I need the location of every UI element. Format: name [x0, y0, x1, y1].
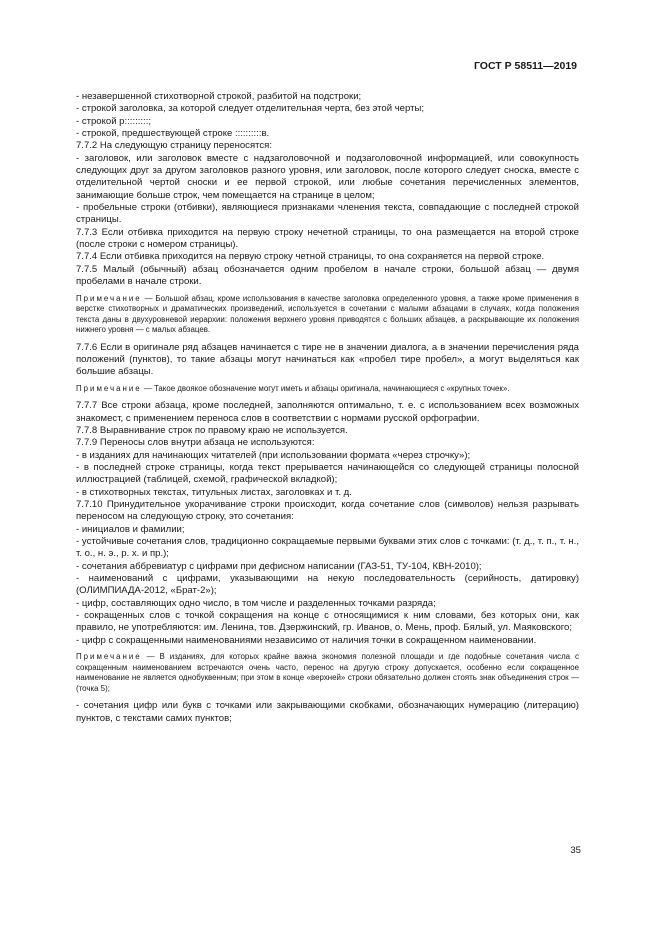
note-text: — В изданиях, для которых крайне важна экономия полезной площади и где подобные сочетания числа с сокращенным наименованием встречаются очень часто, перенос на другую строку допускается, особенно если сокращенное наименование не является однобуквенным; при этом в конце «верхней» строки обязательно должен стоять знак объединения строк — (точка 5);	[76, 652, 579, 693]
clause-7-7-4: 7.7.4 Если отбивка приходится на первую строку четной страницы, то она сохраняется на первой строке.	[76, 251, 545, 263]
list-item: - заголовок, или заголовок вместе с надзаголовочной и подзаголовочной информацией, или совокупность следующих друг за другом заголовков разного уровня, или заголовок, после которого следует сноска, вместе с отделительной чертой сноски и ее первой строкой, или любые сочетания перечисленных элементов, занимающие больше строк, чем помещается на странице в целом;	[76, 152, 579, 201]
note-3	[76, 652, 579, 694]
document-header: ГОСТ Р 58511—2019	[473, 60, 577, 72]
note-label: Примечание	[76, 383, 142, 393]
list-item: - цифр, составляющих одно число, в том числе и разделенных точками разряда;	[76, 597, 436, 609]
list-item: - строкой, предшествующей строке ::::::::::в.	[76, 128, 270, 140]
list-item: - незавершенной стихотворной строкой, разбитой на подстроки;	[76, 91, 362, 102]
list-item: - устойчивые сочетания слов, традиционно сокращаемые первыми буквами этих слов с точками: (т. д., т. п., т. н., т. о., н. э., р. х. и пр.);	[76, 536, 579, 560]
note-text: — Такое двоякое обозначение могут иметь и абзацы оригинала, начинающиеся с «крупных точек».	[141, 383, 510, 393]
clause-7-7-3: 7.7.3 Если отбивка приходится на первую строку нечетной страницы, то она размещается на второй строке (после строки с номером страницы).	[76, 226, 579, 251]
note-label: Примечание	[76, 652, 142, 662]
list-item: - пробельные строки (отбивки), являющиеся признаками членения текста, совпадающие с последней строкой страницы.	[76, 202, 579, 226]
list-item: - сочетания цифр или букв с точками или закрывающими скобками, обозначающих нумерацию (литерацию) пунктов, с текстами самих пунктов;	[76, 700, 579, 724]
clause-7-7-7: 7.7.7 Все строки абзаца, кроме последней, заполняются оптимально, т. е. с использованием всех возможных знакомест, с применением переноса слов в соответствии с нормами русской орфографии.	[76, 400, 579, 424]
list-item: - инициалов и фамилии;	[76, 523, 185, 535]
note-2	[76, 384, 579, 395]
clause-7-7-5: 7.7.5 Малый (обычный) абзац обозначается одним пробелом в начале строки, большой абзац — двумя пробелами в начале строки.	[76, 263, 579, 288]
list-item: - сокращенных слов с точкой сокращения на конце с относящимися к ним словами, без которых они, как правило, не употребляются: им. Ленина, тов. Дзержинский, гр. Иванов, о. Мень, проф. Бялый, ул. Маяковского;	[76, 610, 579, 634]
clause-7-7-6: 7.7.6 Если в оригинале ряд абзацев начинается с тире не в значении диалога, а в значении перечисления ряда положений (пунктов), то такие абзацы могут начинаться как «пробел тире пробел», а могут выделяться как большие абзацы.	[76, 341, 579, 378]
list-item: - в изданиях для начинающих читателей (при использовании формата «через строчку»);	[76, 449, 471, 461]
list-item: - строкой р:::::::::;	[76, 115, 152, 127]
page-number: 35	[570, 845, 581, 856]
document-body	[76, 91, 579, 725]
list-item: - наименований с цифрами, указывающими на некую последовательность (серийность, датировку) (ОЛИМПИАДА-2012, «Брат-2»);	[76, 573, 579, 597]
list-item: - строкой заголовка, за которой следует отделительная черта, без этой черты;	[76, 103, 424, 115]
list-item: - в последней строке страницы, когда текст прерывается начинающейся со следующей страницы полосной иллюстрацией (таблицей, схемой, графической вкладкой);	[76, 461, 579, 486]
list-item: - сочетания аббревиатур с цифрами при дефисном написании (ГАЗ-51, ТУ-104, КВН-2010);	[76, 560, 482, 572]
clause-7-7-9: 7.7.9 Переносы слов внутри абзаца не используются:	[76, 437, 315, 449]
list-item: - в стихотворных текстах, титульных листах, заголовках и т. д.	[76, 486, 352, 498]
clause-7-7-10: 7.7.10 Принудительное укорачивание строки происходит, когда сочетание слов (символов) нельзя разрывать переносом на следующую строку, это сочетания:	[76, 499, 579, 523]
clause-7-7-2: 7.7.2 На следующую страницу переносятся:	[76, 140, 272, 152]
note-1	[76, 294, 579, 336]
list-item: - цифр с сокращенными наименованиями независимо от наличия точки в сокращенном наименовании.	[76, 634, 537, 646]
note-label: Примечание	[76, 293, 142, 303]
clause-7-7-8: 7.7.8 Выравнивание строк по правому краю не используется.	[76, 424, 348, 436]
note-text: — Большой абзац, кроме использования в качестве заголовка определенного уровня, а также кроме применения в верстке стихотворных и драматических произведений, используется в сочетании с малыми абзацами в случаях, когда положения текста даны в двухуровневой иерархии: положения верхнего уровня приводятся с больших абзацев, а раскрывающие их положения нижнего уровня — с малых абзацев.	[76, 293, 579, 335]
